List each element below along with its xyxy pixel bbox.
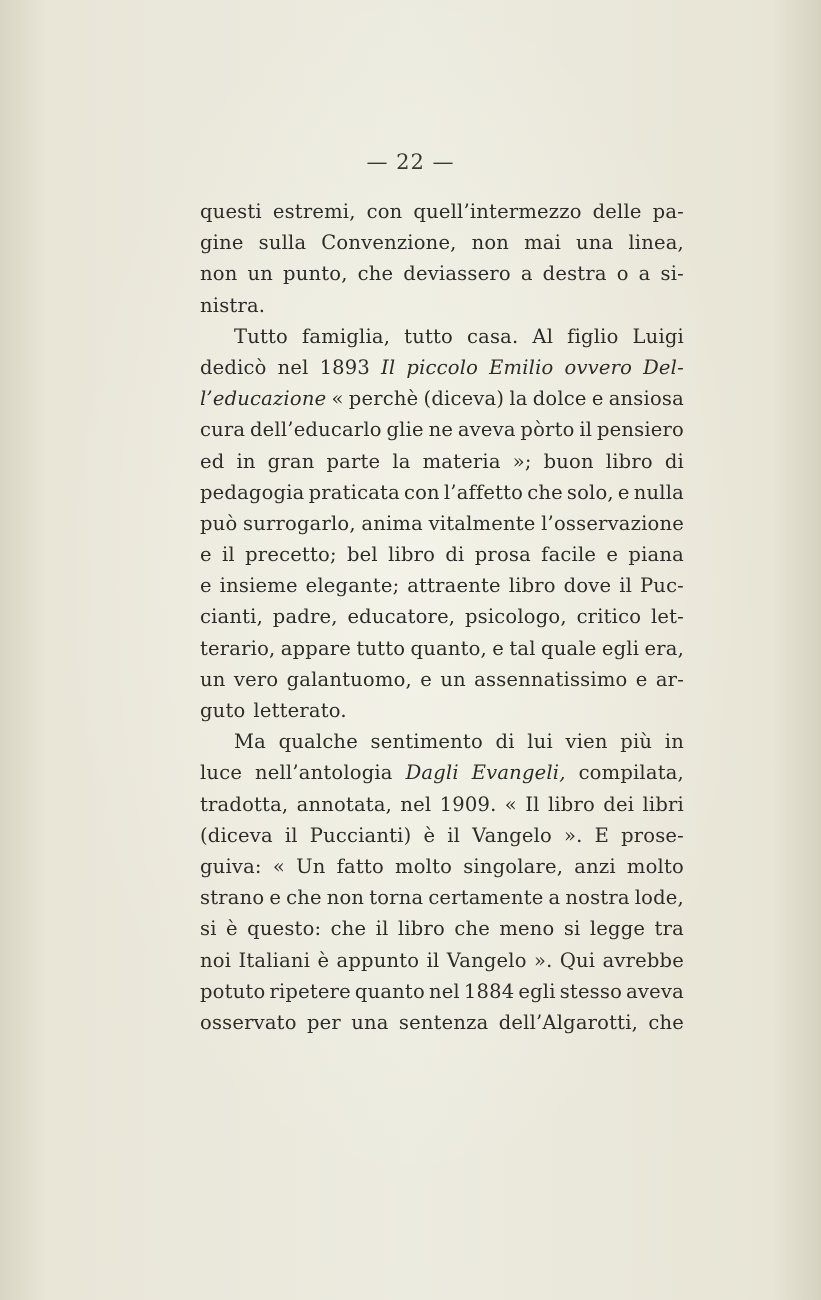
word: Vangelo <box>446 948 527 972</box>
word: si <box>563 917 581 941</box>
word: estremi, <box>272 200 356 223</box>
word: è <box>226 917 238 941</box>
word: lode, <box>634 886 684 910</box>
word: a <box>548 886 561 910</box>
word: ansiosa <box>608 387 684 411</box>
word: Puc- <box>639 574 684 598</box>
body-text <box>200 196 684 1038</box>
word: anima <box>361 511 423 535</box>
word: e <box>200 543 212 567</box>
word: galantuomo, <box>286 667 412 691</box>
word: educatore, <box>347 605 456 629</box>
word: dell’Algarotti, <box>498 1010 639 1034</box>
word: pedagogia <box>200 480 305 504</box>
text-line <box>200 570 684 601</box>
word: tra <box>654 917 684 941</box>
word: può <box>200 511 238 535</box>
text-line <box>200 789 684 820</box>
word: Qui <box>559 948 596 972</box>
word: che <box>454 917 490 941</box>
word: ovvero <box>564 355 633 379</box>
word: padre, <box>272 605 338 629</box>
text-line <box>200 1007 684 1038</box>
word: il <box>222 543 235 567</box>
word: libro <box>547 792 595 816</box>
word: deviassero <box>403 262 511 286</box>
word: dedicò <box>200 355 267 379</box>
word: insieme <box>219 574 298 598</box>
word: e <box>269 886 282 910</box>
word: questi <box>200 200 262 223</box>
word: libri <box>642 792 684 816</box>
word: 1893 <box>319 355 371 379</box>
word: libro <box>508 574 556 598</box>
word: un <box>247 262 274 286</box>
word: (diceva) <box>423 387 505 411</box>
word: precetto; <box>245 543 337 567</box>
word: il <box>619 574 633 598</box>
word: certamente <box>428 886 544 910</box>
word: un <box>440 667 466 691</box>
text-line <box>200 352 684 383</box>
text-line <box>200 913 684 944</box>
text-line <box>200 976 684 1007</box>
text-line <box>200 851 684 882</box>
word: quanto <box>354 979 425 1003</box>
word: prose- <box>621 823 684 847</box>
word: pa- <box>652 200 684 223</box>
text-line <box>200 383 684 414</box>
word: tutto <box>356 636 406 660</box>
word: quale <box>541 636 597 660</box>
word: di <box>495 730 515 754</box>
word: cura <box>200 418 246 442</box>
word: praticata <box>308 480 400 504</box>
word: libro <box>605 449 653 473</box>
word: critico <box>576 605 642 629</box>
word: avrebbe <box>602 948 684 972</box>
word: anzi <box>574 854 616 878</box>
word: Del- <box>643 355 684 379</box>
word: facile <box>541 543 597 567</box>
text-line <box>200 477 684 508</box>
word: elegante; <box>305 574 400 598</box>
word: il <box>579 418 593 442</box>
word: vien <box>565 730 608 754</box>
text-line <box>200 695 684 726</box>
word: ed <box>200 449 225 473</box>
word: ». <box>533 948 553 972</box>
word: con <box>403 480 440 504</box>
word: sentenza <box>398 1010 489 1034</box>
word: compilata, <box>578 761 684 785</box>
word: E <box>594 823 610 847</box>
word: a <box>638 262 651 286</box>
word: la <box>392 449 411 473</box>
word: il <box>284 823 298 847</box>
word: singolare, <box>463 854 564 878</box>
word: cianti, <box>200 605 264 629</box>
word: piccolo <box>406 355 479 379</box>
word: « <box>504 792 517 816</box>
word: ». <box>564 823 583 847</box>
word: di <box>445 543 465 567</box>
word: o <box>616 262 629 286</box>
word: la <box>509 387 528 411</box>
word: sulla <box>258 231 307 255</box>
word: casa. <box>467 324 519 348</box>
text-line <box>200 321 684 352</box>
word: nel <box>428 979 460 1003</box>
word: Puccianti) <box>309 823 412 847</box>
word: un <box>200 667 226 691</box>
word: surrogarlo, <box>243 511 356 535</box>
word: in <box>236 449 256 473</box>
word: piana <box>628 543 684 567</box>
word: tal <box>509 636 536 660</box>
word: perchè <box>348 387 419 411</box>
word: 1909. <box>439 792 497 816</box>
word: noi <box>200 948 232 972</box>
word: nulla <box>633 480 684 504</box>
word: e <box>492 636 505 660</box>
word: vero <box>233 667 279 691</box>
word: gine <box>200 231 244 255</box>
word: »; <box>512 449 532 473</box>
word: molto <box>626 854 684 878</box>
word: è <box>423 823 436 847</box>
word: è <box>317 948 330 972</box>
word: una <box>576 231 614 255</box>
word: linea, <box>628 231 684 255</box>
word: Convenzione, <box>321 231 457 255</box>
word: stesso <box>559 979 623 1003</box>
word: buon <box>543 449 594 473</box>
word: egli <box>518 979 556 1003</box>
word: l’educazione <box>200 387 327 411</box>
word: solo, <box>566 480 614 504</box>
word: ar- <box>655 667 684 691</box>
word: vitalmente <box>428 511 536 535</box>
word: dove <box>563 574 612 598</box>
text-line <box>200 664 684 695</box>
word: in <box>664 730 684 754</box>
word: attraente <box>407 574 501 598</box>
word: e <box>420 667 432 691</box>
word: parte <box>326 449 381 473</box>
word: e <box>635 667 648 691</box>
word: sentimento <box>370 730 483 754</box>
word: Il <box>525 792 540 816</box>
word: nel <box>277 355 309 379</box>
word: Dagli <box>405 761 459 785</box>
word: punto, <box>283 262 348 286</box>
word: annotata, <box>296 792 393 816</box>
text-line <box>200 290 684 321</box>
word: e <box>591 387 604 411</box>
page-number: — 22 — <box>366 150 455 174</box>
word: dell’educarlo <box>250 418 382 442</box>
word: libro <box>397 917 445 941</box>
word: ripetere <box>269 979 351 1003</box>
word: legge <box>589 917 646 941</box>
word: (diceva <box>200 823 273 847</box>
text-line <box>200 757 684 788</box>
word: gran <box>267 449 315 473</box>
word: assennatissimo <box>474 667 628 691</box>
word: di <box>664 449 684 473</box>
word: non <box>471 231 510 255</box>
word: il <box>426 948 440 972</box>
word: terario, <box>200 636 276 660</box>
word: l’affetto <box>443 480 524 504</box>
word: che <box>286 886 322 910</box>
word: letterato. <box>253 699 347 722</box>
word: e <box>200 574 212 598</box>
text-line <box>200 414 684 445</box>
word: Evangeli, <box>471 761 566 785</box>
word: quell’intermezzo <box>413 200 582 223</box>
word: era, <box>644 636 684 660</box>
word: delle <box>592 200 642 223</box>
word: osservato <box>200 1010 297 1034</box>
word: potuto <box>200 979 266 1003</box>
word: nistra. <box>200 293 266 317</box>
word: meno <box>499 917 555 941</box>
word: famiglia, <box>302 324 391 348</box>
word: qualche <box>278 730 358 754</box>
word: materia <box>422 449 501 473</box>
text-line <box>200 601 684 632</box>
word: pensiero <box>596 418 684 442</box>
word: l’osservazione <box>541 511 684 535</box>
word: con <box>366 200 403 223</box>
text-line <box>200 508 684 539</box>
word: torna <box>369 886 424 910</box>
word: aveva <box>457 418 516 442</box>
word: e <box>606 543 619 567</box>
word: libro <box>388 543 436 567</box>
word: strano <box>200 886 265 910</box>
word: per <box>306 1010 341 1034</box>
word: ne <box>428 418 454 442</box>
word: egli <box>601 636 640 660</box>
word: nostra <box>565 886 630 910</box>
word: 1884 <box>463 979 515 1003</box>
text-line <box>200 196 684 227</box>
word: « <box>331 387 344 411</box>
word: Il <box>381 355 396 379</box>
word: non <box>326 886 365 910</box>
word: figlio <box>567 324 619 348</box>
word: che <box>648 1010 684 1034</box>
word: Italiani <box>238 948 311 972</box>
word: il <box>375 917 389 941</box>
word: let- <box>650 605 684 629</box>
word: e <box>617 480 630 504</box>
word: si <box>200 917 217 941</box>
word: nel <box>400 792 432 816</box>
word: dei <box>603 792 635 816</box>
word: pòrto <box>520 418 575 442</box>
word: « <box>272 854 285 878</box>
word: aveva <box>626 979 684 1003</box>
text-line <box>200 539 684 570</box>
word: Ma <box>234 730 266 754</box>
text-line <box>200 258 684 289</box>
word: guto <box>200 699 246 722</box>
word: più <box>620 730 653 754</box>
word: Emilio <box>489 355 554 379</box>
text-line <box>200 446 684 477</box>
word: una <box>351 1010 389 1034</box>
word: il <box>447 823 461 847</box>
text-line <box>200 227 684 258</box>
word: fatto <box>336 854 384 878</box>
word: guiva: <box>200 854 262 878</box>
word: nell’antologia <box>254 761 393 785</box>
text-line <box>200 633 684 664</box>
word: dolce <box>532 387 587 411</box>
text-line <box>200 820 684 851</box>
word: mai <box>524 231 562 255</box>
word: a <box>520 262 533 286</box>
word: luce <box>200 761 243 785</box>
word: glie <box>386 418 424 442</box>
word: si- <box>660 262 684 286</box>
word: questo: <box>247 917 322 941</box>
word: appare <box>280 636 352 660</box>
text-line <box>200 726 684 757</box>
word: bel <box>346 543 378 567</box>
word: che <box>330 917 367 941</box>
word: lui <box>527 730 553 754</box>
word: prosa <box>474 543 531 567</box>
word: non <box>200 262 238 286</box>
word: che <box>527 480 563 504</box>
word: che <box>357 262 394 286</box>
word: Un <box>296 854 326 878</box>
word: tutto <box>404 324 453 348</box>
word: appunto <box>336 948 420 972</box>
word: destra <box>542 262 607 286</box>
word: Tutto <box>234 324 288 348</box>
word: tradotta, <box>200 792 289 816</box>
word: Al <box>532 324 554 348</box>
word: psicologo, <box>464 605 567 629</box>
word: Luigi <box>632 324 684 348</box>
word: quanto, <box>410 636 487 660</box>
word: Vangelo <box>472 823 553 847</box>
text-line <box>200 945 684 976</box>
word: molto <box>395 854 453 878</box>
text-line <box>200 882 684 913</box>
